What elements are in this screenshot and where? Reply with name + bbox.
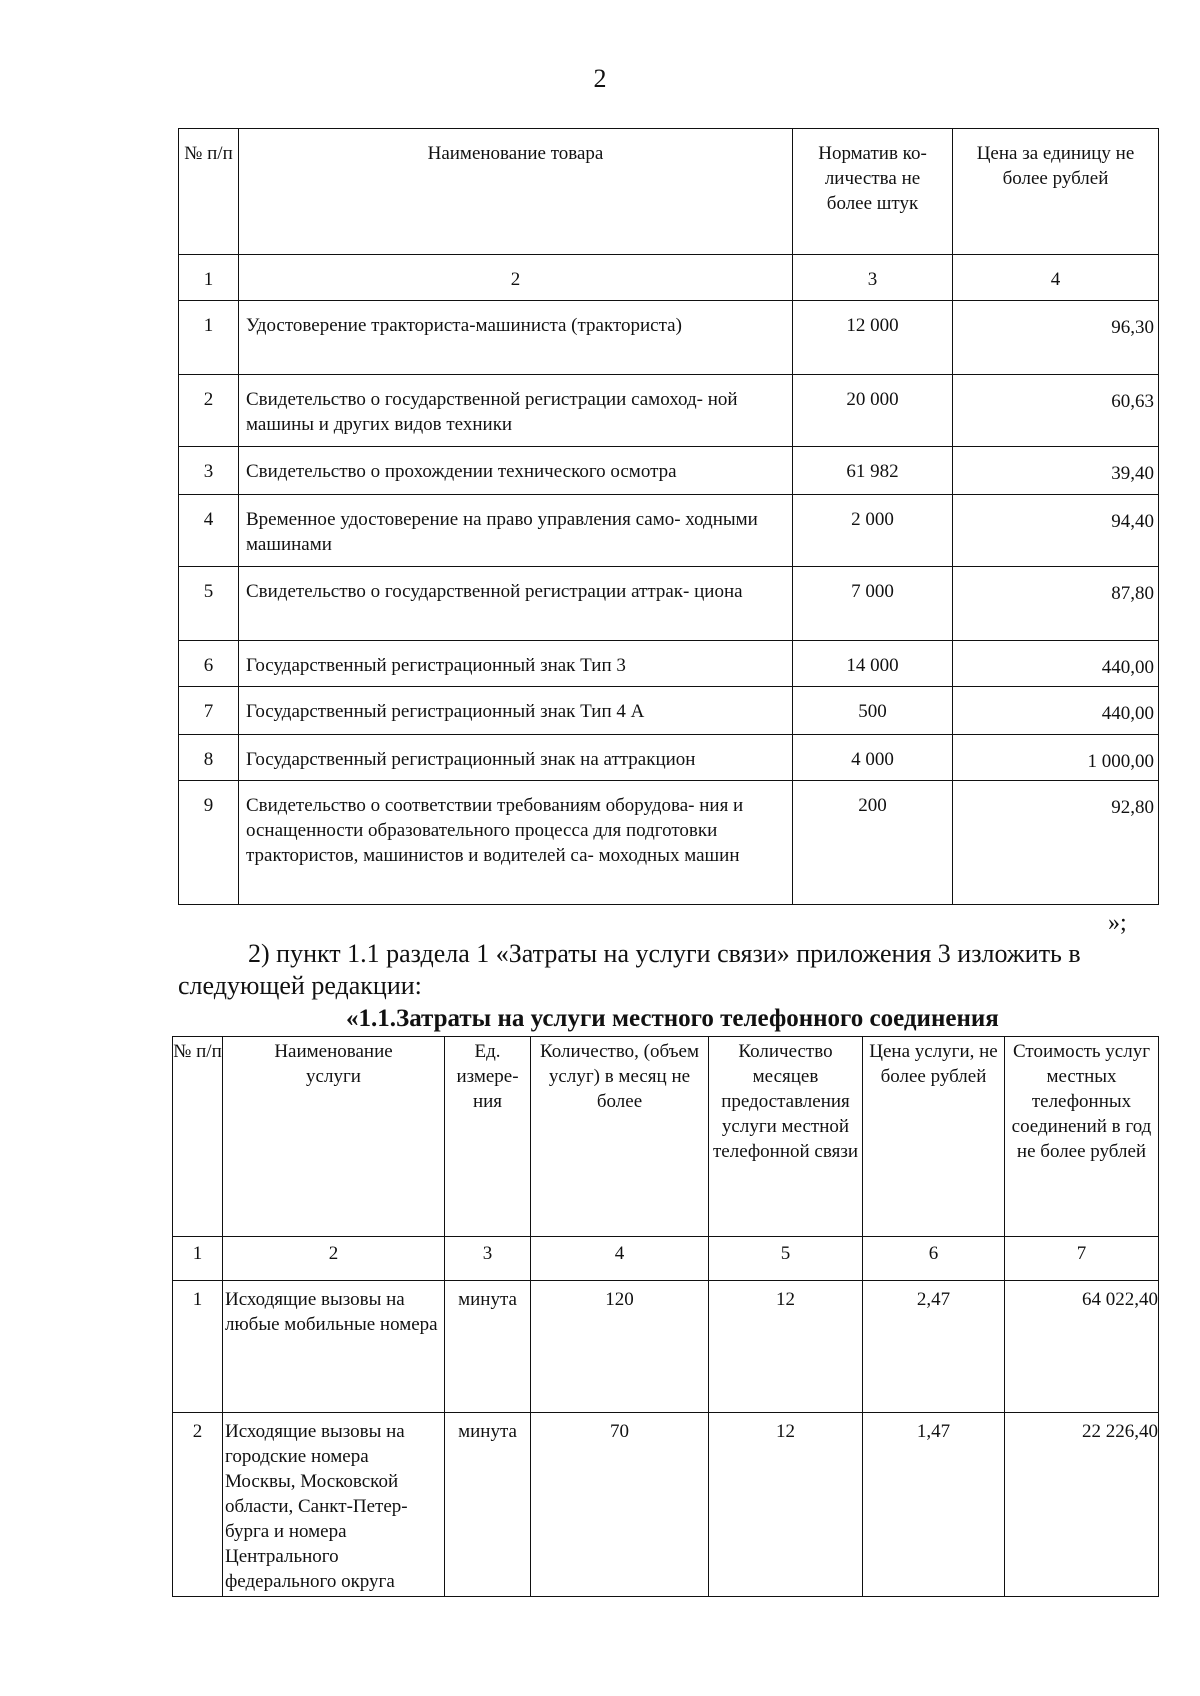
column-index: 2	[223, 1237, 445, 1281]
row-price: 39,40	[953, 447, 1159, 495]
amendment-paragraph: 2) пункт 1.1 раздела 1 «Затраты на услуги связи» приложения 3 изложить в следующей редакции:	[178, 939, 1081, 1000]
header-num: № п/п	[173, 1037, 223, 1237]
row-months: 12	[709, 1281, 863, 1413]
row-quantity: 61 982	[793, 447, 953, 495]
column-index: 3	[445, 1237, 531, 1281]
column-index: 5	[709, 1237, 863, 1281]
table-row	[179, 687, 1159, 735]
row-quantity: 14 000	[793, 641, 953, 687]
row-unit: минута	[445, 1413, 531, 1597]
closing-quote: »;	[1108, 910, 1127, 936]
row-quantity: 70	[531, 1413, 709, 1597]
row-months: 12	[709, 1413, 863, 1597]
column-index-row	[173, 1237, 1159, 1281]
row-name: Свидетельство о государственной регистрации аттрак- циона	[239, 567, 793, 641]
row-name: Государственный регистрационный знак на аттракцион	[239, 735, 793, 781]
table-row	[173, 1413, 1159, 1597]
row-quantity: 200	[793, 781, 953, 905]
row-name: Исходящие вызовы на городские номера Москвы, Московской области, Санкт-Петер- бурга и номера Центрального федерального округа	[223, 1413, 445, 1597]
row-price: 440,00	[953, 641, 1159, 687]
row-quantity: 500	[793, 687, 953, 735]
column-index: 1	[173, 1237, 223, 1281]
row-price: 1 000,00	[953, 735, 1159, 781]
row-price: 87,80	[953, 567, 1159, 641]
row-price: 2,47	[863, 1281, 1005, 1413]
row-price: 60,63	[953, 375, 1159, 447]
row-name: Исходящие вызовы на любые мобильные номера	[223, 1281, 445, 1413]
row-name: Государственный регистрационный знак Тип 3	[239, 641, 793, 687]
column-index: 7	[1005, 1237, 1159, 1281]
header-price: Цена услуги, не более рублей	[863, 1037, 1005, 1237]
row-quantity: 12 000	[793, 301, 953, 375]
table-row	[179, 781, 1159, 905]
row-num: 1	[173, 1281, 223, 1413]
row-price: 440,00	[953, 687, 1159, 735]
table-row	[179, 567, 1159, 641]
row-quantity: 2 000	[793, 495, 953, 567]
row-num: 8	[179, 735, 239, 781]
header-unit: Ед. измере- ния	[445, 1037, 531, 1237]
header-cost: Стоимость услуг местных телефонных соединений в год не более рублей	[1005, 1037, 1159, 1237]
table-header-row	[173, 1037, 1159, 1237]
table-row	[179, 375, 1159, 447]
table-row	[179, 641, 1159, 687]
table-row	[179, 495, 1159, 567]
table-row	[179, 447, 1159, 495]
row-num: 6	[179, 641, 239, 687]
row-unit: минута	[445, 1281, 531, 1413]
column-index: 4	[953, 255, 1159, 301]
row-price: 96,30	[953, 301, 1159, 375]
row-name: Свидетельство о прохождении технического осмотра	[239, 447, 793, 495]
row-num: 2	[173, 1413, 223, 1597]
row-num: 3	[179, 447, 239, 495]
row-cost: 22 226,40	[1005, 1413, 1159, 1597]
row-price: 1,47	[863, 1413, 1005, 1597]
row-num: 2	[179, 375, 239, 447]
phone-services-table	[172, 1036, 1159, 1597]
header-months: Количество месяцев предоставления услуги местной телефонной связи	[709, 1037, 863, 1237]
row-cost: 64 022,40	[1005, 1281, 1159, 1413]
row-quantity: 20 000	[793, 375, 953, 447]
column-index: 2	[239, 255, 793, 301]
table-row	[179, 735, 1159, 781]
row-num: 5	[179, 567, 239, 641]
row-num: 1	[179, 301, 239, 375]
header-quantity: Количество, (объем услуг) в месяц не более	[531, 1037, 709, 1237]
row-price: 92,80	[953, 781, 1159, 905]
row-name: Временное удостоверение на право управления само- ходными машинами	[239, 495, 793, 567]
column-index: 3	[793, 255, 953, 301]
table-header-row	[179, 129, 1159, 255]
row-quantity: 120	[531, 1281, 709, 1413]
row-name: Удостоверение тракториста-машиниста (тракториста)	[239, 301, 793, 375]
header-name: Наименование услуги	[223, 1037, 445, 1237]
table-row	[179, 301, 1159, 375]
header-price: Цена за единицу не более рублей	[953, 129, 1159, 255]
header-num: № п/п	[179, 129, 239, 255]
row-name: Свидетельство о соответствии требованиям оборудова- ния и оснащенности образовательного процесса для подготовки трактористов, машинистов и водителей са- моходных машин	[239, 781, 793, 905]
column-index: 6	[863, 1237, 1005, 1281]
row-name: Государственный регистрационный знак Тип 4 А	[239, 687, 793, 735]
table-row	[173, 1281, 1159, 1413]
row-quantity: 7 000	[793, 567, 953, 641]
row-quantity: 4 000	[793, 735, 953, 781]
column-index-row	[179, 255, 1159, 301]
row-num: 9	[179, 781, 239, 905]
products-table	[178, 128, 1159, 905]
column-index: 4	[531, 1237, 709, 1281]
section-title: «1.1.Затраты на услуги местного телефонного соединения	[346, 1005, 999, 1032]
row-price: 94,40	[953, 495, 1159, 567]
row-num: 4	[179, 495, 239, 567]
page-number: 2	[593, 64, 607, 93]
column-index: 1	[179, 255, 239, 301]
row-num: 7	[179, 687, 239, 735]
header-quantity: Норматив ко- личества не более штук	[793, 129, 953, 255]
row-name: Свидетельство о государственной регистрации самоход- ной машины и других видов техники	[239, 375, 793, 447]
header-name: Наименование товара	[239, 129, 793, 255]
